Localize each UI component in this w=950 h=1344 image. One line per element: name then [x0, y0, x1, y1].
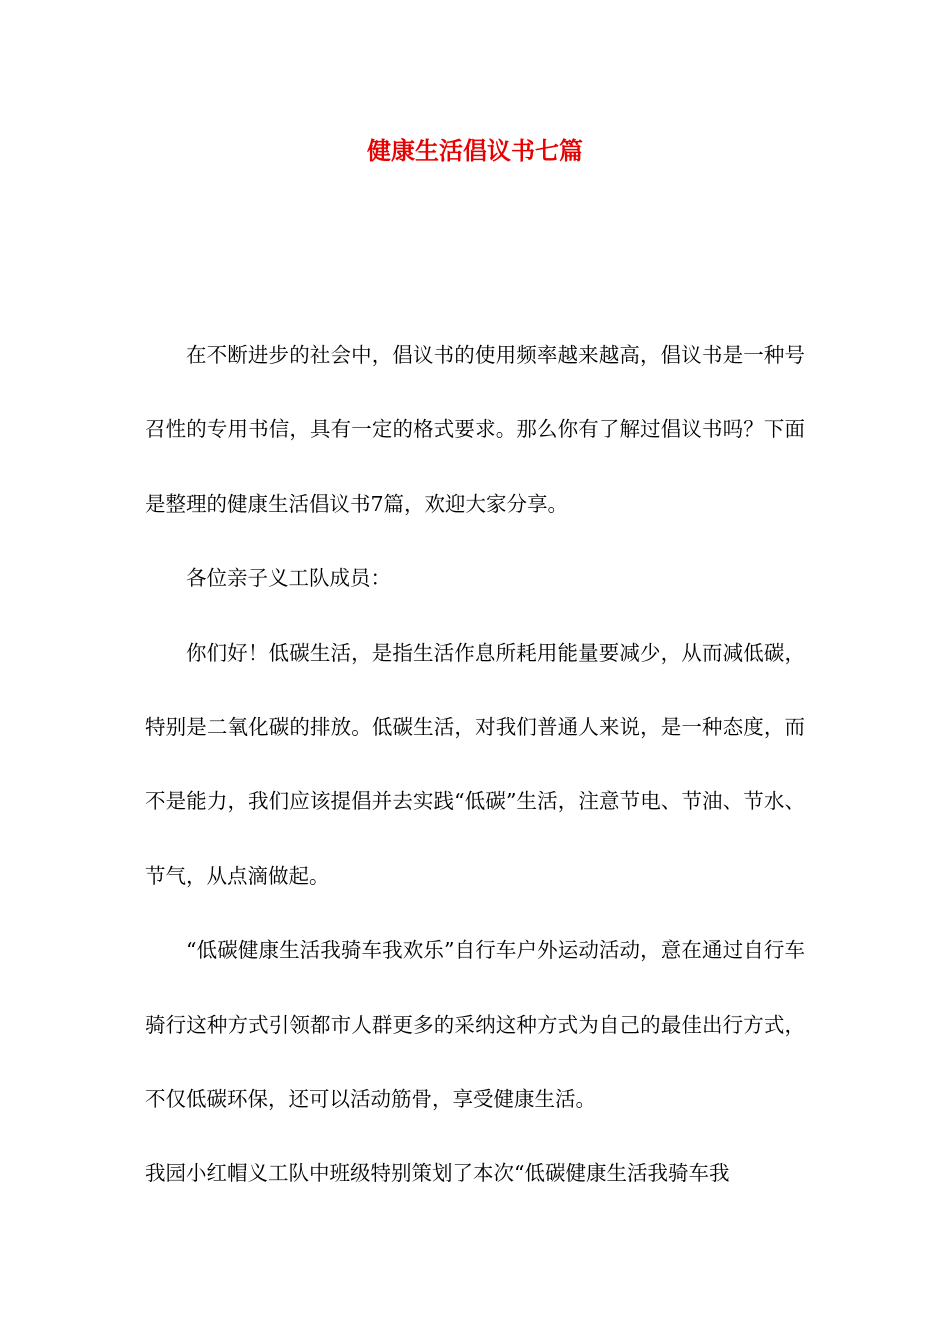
- paragraph-activity: “低碳健康生活我骑车我欢乐”自行车户外运动活动，意在通过自行车骑行这种方式引领都市人群更多的采纳这种方式为自己的最佳出行方式，不仅低碳环保，还可以活动筋骨，享受健康生活。: [145, 938, 805, 1112]
- paragraph-greeting: 你们好！低碳生活，是指生活作息所耗用能量要减少，从而减低碳，特别是二氧化碳的排放。低碳生活，对我们普通人来说，是一种态度，而不是能力，我们应该提倡并去实践“低碳”生活，注意节电、节油、节水、节气，从点滴做起。: [145, 640, 805, 888]
- paragraph-salutation: 各位亲子义工队成员：: [186, 566, 391, 591]
- paragraph-intro: 在不断进步的社会中，倡议书的使用频率越来越高，倡议书是一种号召性的专用书信，具有一定的格式要求。那么你有了解过倡议书吗？下面是整理的健康生活倡议书7篇，欢迎大家分享。: [145, 343, 805, 516]
- document-body: [145, 318, 805, 1211]
- paragraph-plan: 我园小红帽义工队中班级特别策划了本次“低碳健康生活我骑车我: [145, 1161, 730, 1186]
- document-title: 健康生活倡议书七篇: [367, 136, 583, 165]
